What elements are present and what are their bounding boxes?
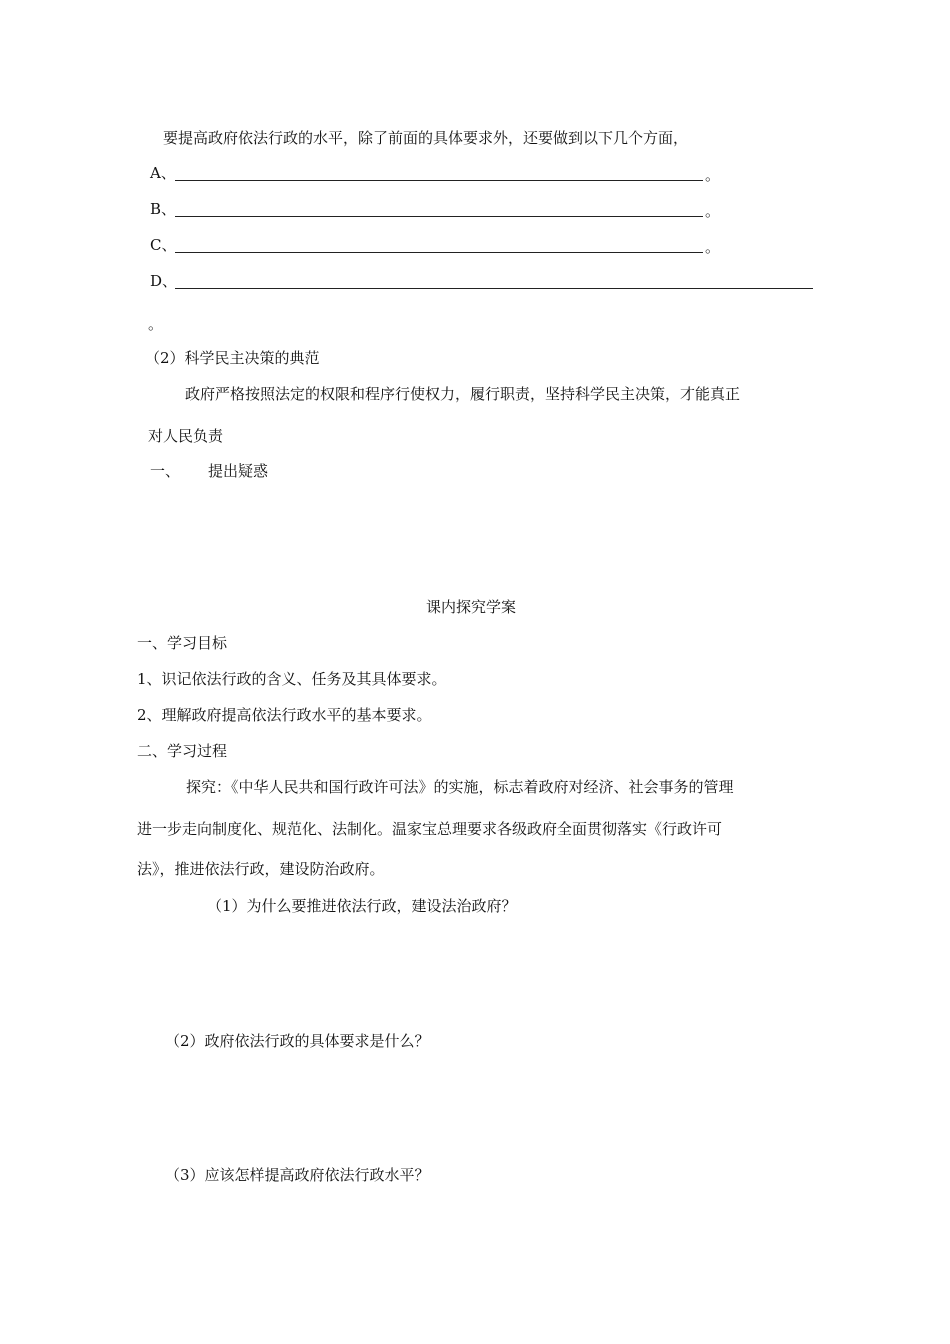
blank-label-a: A、 bbox=[150, 164, 176, 182]
blank-row-d bbox=[150, 271, 815, 291]
blank-end-b: 。 bbox=[705, 202, 721, 220]
answer-line-c[interactable] bbox=[175, 252, 703, 253]
explore-text-line3: 法》，推进依法行政，建设防治政府。 bbox=[137, 860, 385, 878]
blank-end-a: 。 bbox=[705, 166, 721, 184]
subsection-2-title: （2）科学民主决策的典范 bbox=[145, 349, 320, 367]
raise-doubt-heading: 提出疑惑 bbox=[208, 462, 269, 480]
blank-end-d: 。 bbox=[148, 315, 164, 333]
question-1: （1）为什么要推进依法行政，建设法治政府？ bbox=[207, 897, 517, 915]
goal-item-1: 1、识记依法行政的含义、任务及其具体要求。 bbox=[137, 670, 447, 688]
blank-row-b bbox=[150, 199, 720, 219]
blank-end-c: 。 bbox=[705, 238, 721, 256]
section-title: 课内探究学案 bbox=[426, 598, 517, 616]
explore-text-line2: 进一步走向制度化、规范化、法制化。温家宝总理要求各级政府全面贯彻落实《行政许可 bbox=[137, 820, 723, 838]
explore-text-line1: 探究：《中华人民共和国行政许可法》的实施，标志着政府对经济、社会事务的管理 bbox=[186, 778, 734, 796]
process-heading: 二、学习过程 bbox=[137, 742, 228, 760]
intro-text: 要提高政府依法行政的水平，除了前面的具体要求外，还要做到以下几个方面， bbox=[163, 129, 689, 147]
goal-item-2: 2、理解政府提高依法行政水平的基本要求。 bbox=[137, 706, 432, 724]
subsection-2-text-line1: 政府严格按照法定的权限和程序行使权力，履行职责，坚持科学民主决策，才能真正 bbox=[185, 385, 741, 403]
blank-row-a bbox=[150, 163, 720, 183]
blank-label-c: C、 bbox=[150, 236, 177, 254]
raise-doubt-number: 一、 bbox=[150, 462, 181, 480]
goals-heading: 一、学习目标 bbox=[137, 634, 228, 652]
answer-line-a[interactable] bbox=[175, 180, 703, 181]
blank-label-d: D、 bbox=[150, 272, 178, 290]
question-2: （2）政府依法行政的具体要求是什么？ bbox=[165, 1032, 430, 1050]
subsection-2-text-line2: 对人民负责 bbox=[148, 427, 224, 445]
question-3: （3）应该怎样提高政府依法行政水平？ bbox=[165, 1166, 430, 1184]
answer-line-b[interactable] bbox=[175, 216, 703, 217]
answer-line-d[interactable] bbox=[175, 288, 813, 289]
blank-label-b: B、 bbox=[150, 200, 177, 218]
blank-row-c bbox=[150, 235, 720, 255]
